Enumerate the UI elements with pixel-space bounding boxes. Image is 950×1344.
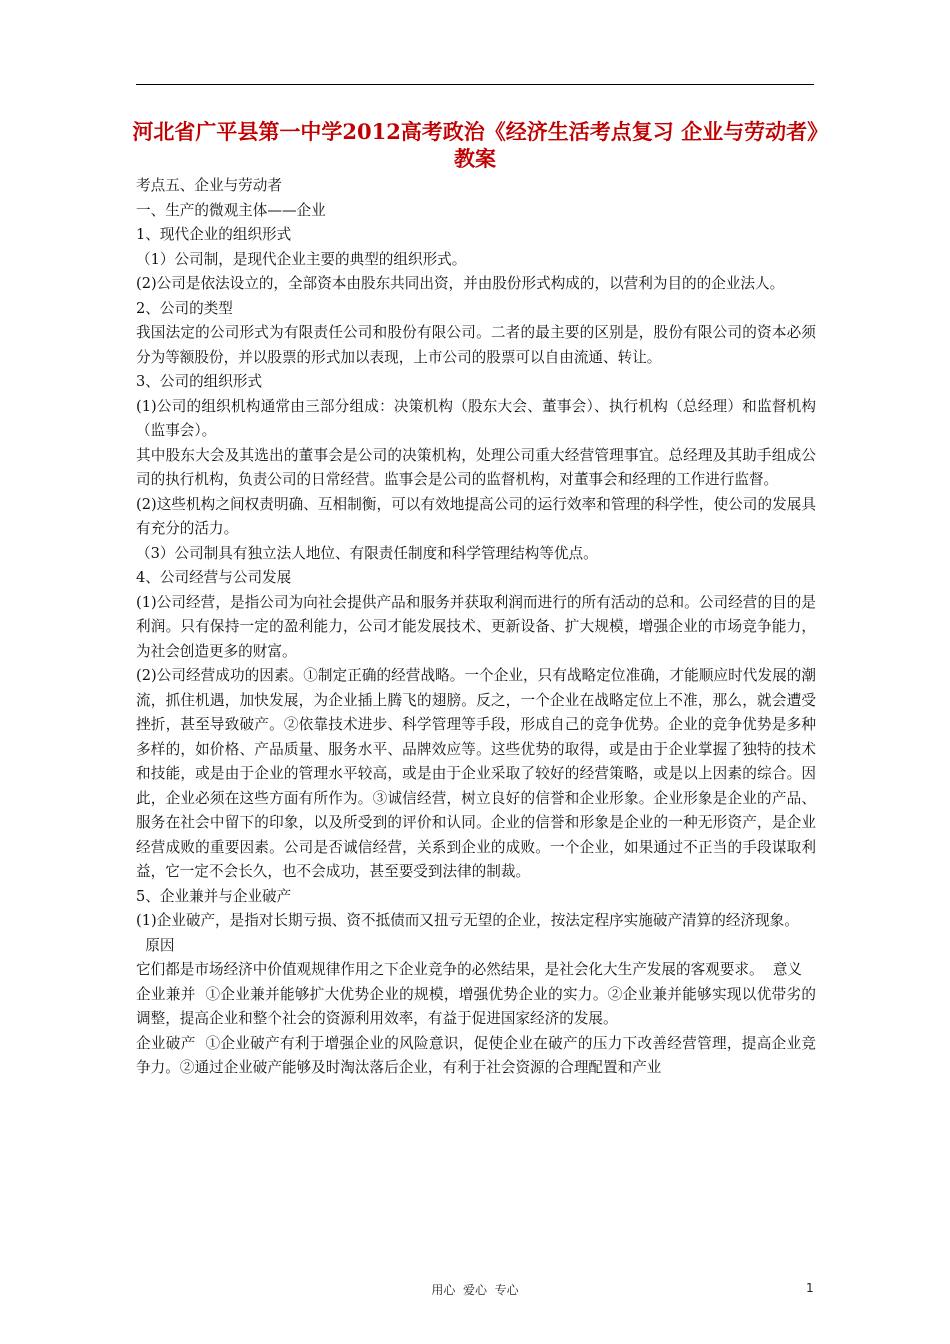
paragraph: 企业兼并 ①企业兼并能够扩大优势企业的规模，增强优势企业的实力。②企业兼并能够实现以优带劣的调整，提高企业和整个社会的资源利用效率，有益于促进国家经济的发展。 — [136, 985, 816, 1027]
page-number: 1 — [806, 1281, 814, 1295]
paragraph: (1)公司经营，是指公司为向社会提供产品和服务并获取利润而进行的所有活动的总和。公司经营的目的是利润。只有保持一定的盈利能力，公司才能发展技术、更新设备、扩大规模，增强企业的市场竞争能力，为社会创造更多的财富。 — [136, 593, 816, 660]
paragraph: 其中股东大会及其选出的董事会是公司的决策机构，处理公司重大经营管理事宜。总经理及其助手组成公司的执行机构，负责公司的日常经营。监事会是公司的监督机构，对董事会和经理的工作进行监督。 — [136, 446, 816, 488]
paragraph: 1、现代企业的组织形式 — [136, 226, 292, 243]
paragraph: (2)公司是依法设立的，全部资本由股东共同出资，并由股份形式构成的，以营利为目的的企业法人。 — [136, 275, 785, 292]
document-body — [136, 174, 816, 1081]
paragraph: 我国法定的公司形式为有限责任公司和股份有限公司。二者的最主要的区别是，股份有限公司的资本必须分为等额股份，并以股票的形式加以表现，上市公司的股票可以自由流通、转让。 — [136, 324, 816, 366]
paragraph: 它们都是市场经济中价值观规律作用之下企业竞争的必然结果，是社会化大生产发展的客观要求。 意义 — [136, 961, 803, 978]
paragraph: 一、生产的微观主体——企业 — [136, 201, 326, 219]
paragraph: (2)公司经营成功的因素。①制定正确的经营战略。一个企业，只有战略定位准确，才能顺应时代发展的潮流，抓住机遇，加快发展，为企业插上腾飞的翅膀。反之，一个企业在战略定位上不准，那么，就会遭受挫折，甚至导致破产。②依靠技术进步、科学管理等手段，形成自己的竞争优势。企业的竞争优势是多种多样的，如价格、产品质量、服务水平、品牌效应等。这些优势的取得，或是由于企业掌握了独特的技术和技能，或是由于企业的管理水平较高，或是由于企业采取了较好的经营策略，或是以上因素的综合。因此，企业必须在这些方面有所作为。③诚信经营，树立良好的信誉和企业形象。企业形象是企业的产品、服务在社会中留下的印象，以及所受到的评价和认同。企业的信誉和形象是企业的一种无形资产，是企业经营成败的重要因素。公司是否诚信经营，关系到企业的成败。一个企业，如果通过不正当的手段谋取利益，它一定不会长久，也不会成功，甚至要受到法律的制裁。 — [136, 667, 816, 880]
header-rule — [136, 84, 814, 85]
paragraph: (2)这些机构之间权责明确、互相制衡，可以有效地提高公司的运行效率和管理的科学性，使公司的发展具有充分的活力。 — [136, 495, 816, 537]
paragraph: （1）公司制，是现代企业主要的典型的组织形式。 — [136, 250, 467, 268]
paragraph: (1)公司的组织机构通常由三部分组成：决策机构（股东大会、董事会）、执行机构（总经理）和监督机构（监事会）。 — [136, 397, 816, 439]
paragraph: 2、公司的类型 — [136, 299, 233, 317]
paragraph: 考点五、企业与劳动者 — [136, 177, 282, 194]
paragraph: 原因 — [136, 936, 175, 954]
paragraph: 企业破产 ①企业破产有利于增强企业的风险意识，促使企业在破产的压力下改善经营管理，提高企业竞争力。②通过企业破产能够及时淘汰落后企业，有利于社会资源的合理配置和产业 — [136, 1034, 816, 1076]
footer-slogan: 用心 爱心 专心 — [431, 1283, 519, 1297]
paragraph: （3）公司制具有独立法人地位、有限责任制度和科学管理结构等优点。 — [136, 544, 598, 562]
paragraph: 4、公司经营与公司发展 — [136, 569, 292, 586]
paragraph: 5、企业兼并与企业破产 — [136, 887, 292, 905]
paragraph: 3、公司的组织形式 — [136, 373, 263, 390]
paragraph: (1)企业破产，是指对长期亏损、资不抵债而又扭亏无望的企业，按法定程序实施破产清算的经济现象。 — [136, 912, 799, 929]
document-title: 河北省广平县第一中学2012高考政治《经济生活考点复习 企业与劳动者》教案 — [132, 119, 818, 171]
